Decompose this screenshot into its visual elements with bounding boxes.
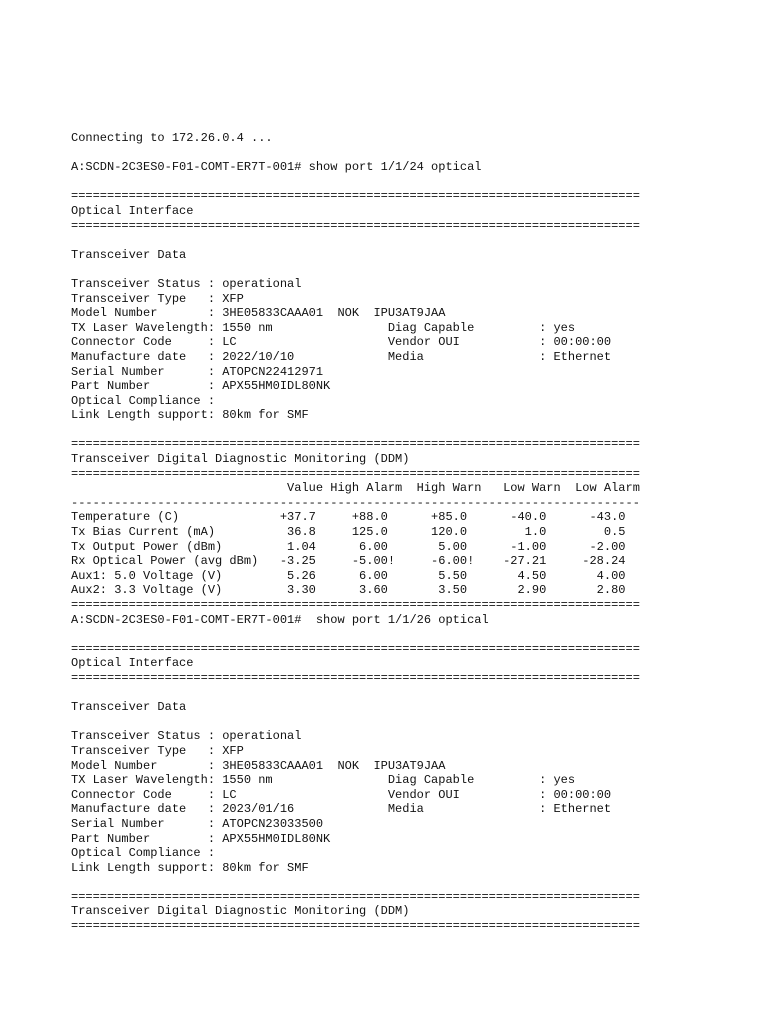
terminal-line (71, 715, 761, 730)
separator-line: =============================================================================== (71, 889, 640, 904)
terminal-line (71, 146, 761, 161)
terminal-line (71, 233, 761, 248)
separator-line: ------------------------------------------------------------------------------- (71, 495, 640, 510)
subsection-title: Transceiver Data (71, 247, 187, 262)
separator-line: =============================================================================== (71, 189, 640, 204)
transceiver-field: Transceiver Status : operational (71, 276, 302, 291)
section-title: Optical Interface (71, 203, 194, 218)
ddm-table-row: Tx Bias Current (mA) 36.8 125.0 120.0 1.0 0.5 (71, 525, 626, 540)
terminal-output[interactable] (71, 131, 761, 934)
separator-line: =============================================================================== (71, 218, 640, 233)
transceiver-field: Optical Compliance : (71, 393, 216, 408)
terminal-line (71, 423, 761, 438)
transceiver-field: Transceiver Type : XFP (71, 291, 244, 306)
ddm-table-header: Value High Alarm High Warn Low Warn Low Alarm (71, 481, 640, 496)
section-title: Transceiver Digital Diagnostic Monitoring (DDM) (71, 452, 410, 467)
terminal-line (71, 686, 761, 701)
transceiver-field: TX Laser Wavelength: 1550 nm Diag Capable : yes (71, 320, 576, 335)
transceiver-field: Transceiver Type : XFP (71, 743, 244, 758)
ddm-table-row: Temperature (C) +37.7 +88.0 +85.0 -40.0 -43.0 (71, 510, 626, 525)
transceiver-field: Link Length support: 80km for SMF (71, 860, 309, 875)
transceiver-field: Part Number : APX55HM0IDL80NK (71, 379, 331, 394)
subsection-title: Transceiver Data (71, 700, 187, 715)
transceiver-field: Manufacture date : 2023/01/16 Media : Ethernet (71, 802, 612, 817)
transceiver-field: Serial Number : ATOPCN22412971 (71, 364, 324, 379)
terminal-line (71, 875, 761, 890)
separator-line: =============================================================================== (71, 919, 640, 934)
separator-line: =============================================================================== (71, 670, 640, 685)
transceiver-field: Connector Code : LC Vendor OUI : 00:00:00 (71, 787, 612, 802)
transceiver-field: Model Number : 3HE05833CAAA01 NOK IPU3AT9JAA (71, 306, 446, 321)
separator-line: =============================================================================== (71, 466, 640, 481)
transceiver-field: Model Number : 3HE05833CAAA01 NOK IPU3AT9JAA (71, 758, 446, 773)
separator-line: =============================================================================== (71, 598, 640, 612)
section-title: Optical Interface (71, 656, 194, 671)
command-prompt-line: A:SCDN-2C3ES0-F01-COMT-ER7T-001# show port 1/1/26 optical (71, 612, 489, 627)
ddm-table-row: Aux2: 3.3 Voltage (V) 3.30 3.60 3.50 2.90 2.80 (71, 583, 626, 598)
transceiver-field: Transceiver Status : operational (71, 729, 302, 744)
command-prompt-line: A:SCDN-2C3ES0-F01-COMT-ER7T-001# show port 1/1/24 optical (71, 160, 482, 175)
ddm-table-row: Aux1: 5.0 Voltage (V) 5.26 6.00 5.50 4.50 4.00 (71, 568, 626, 583)
transceiver-field: TX Laser Wavelength: 1550 nm Diag Capable : yes (71, 773, 576, 788)
terminal-line: Connecting to 172.26.0.4 ... (71, 131, 273, 145)
ddm-table-row: Rx Optical Power (avg dBm) -3.25 -5.00! -6.00! -27.21 -28.24 (71, 554, 626, 569)
transceiver-field: Part Number : APX55HM0IDL80NK (71, 831, 331, 846)
separator-line: =============================================================================== (71, 437, 640, 452)
terminal-line (71, 627, 761, 642)
transceiver-field: Serial Number : ATOPCN23033500 (71, 816, 324, 831)
terminal-line (71, 175, 761, 190)
transceiver-field: Link Length support: 80km for SMF (71, 408, 309, 423)
transceiver-field: Manufacture date : 2022/10/10 Media : Ethernet (71, 349, 612, 364)
transceiver-field: Connector Code : LC Vendor OUI : 00:00:00 (71, 335, 612, 350)
transceiver-field: Optical Compliance : (71, 846, 216, 861)
terminal-line (71, 262, 761, 277)
ddm-table-row: Tx Output Power (dBm) 1.04 6.00 5.00 -1.00 -2.00 (71, 539, 626, 554)
separator-line: =============================================================================== (71, 641, 640, 656)
section-title: Transceiver Digital Diagnostic Monitoring (DDM) (71, 904, 410, 919)
